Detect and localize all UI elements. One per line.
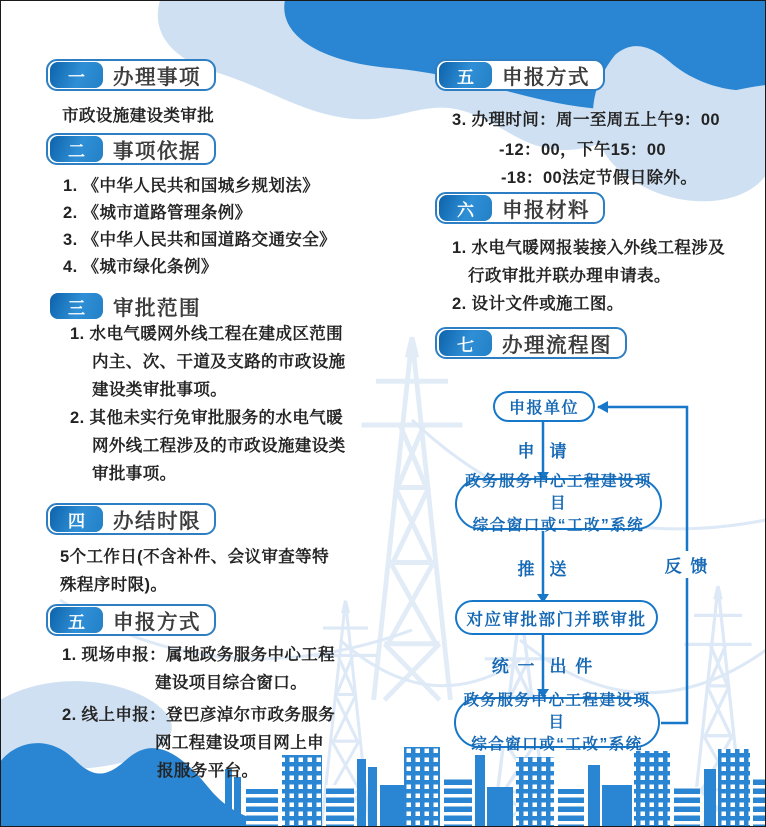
flow-label-apply-right: 请 — [549, 442, 569, 461]
s4-line: 5个工作日(不含补件、会议审查等特 — [60, 548, 329, 566]
section-title: 申报方式 — [113, 611, 201, 634]
flow-node-service-center-2 — [454, 691, 660, 753]
flow-label-issue — [492, 652, 594, 677]
s6-item-line: 1. 水电气暖网报装接入外线工程涉及 — [452, 239, 726, 257]
s3-item-line: 审批事项。 — [92, 465, 177, 483]
s2-item: 3. 《中华人民共和国道路交通安全》 — [63, 231, 337, 249]
s3-item-line: 内主、次、干道及支路的市政设施 — [92, 353, 346, 371]
s1-body: 市政设施建设类审批 — [62, 107, 215, 125]
section-number-badge: 六 — [439, 195, 492, 221]
flow-node-approval-dept: 对应审批部门并联审批 — [455, 600, 658, 635]
s6-item-line: 行政审批并联办理申请表。 — [468, 267, 671, 285]
s5r-item-line: -12：00，下午15：00 — [499, 141, 667, 159]
flow-label-apply-left: 申 — [517, 442, 537, 461]
s3-item-line: 网外线工程涉及的市政设施建设类 — [92, 437, 346, 455]
section-title: 办结时限 — [113, 510, 201, 533]
section-title: 办理流程图 — [502, 334, 612, 357]
section-number-badge: 五 — [50, 607, 103, 633]
section-header-1 — [46, 59, 216, 91]
section-title: 申报方式 — [502, 66, 590, 89]
section-header-5-right — [435, 59, 605, 91]
flow-node-applicant: 申报单位 — [493, 391, 595, 422]
s2-item: 2. 《城市道路管理条例》 — [63, 204, 252, 222]
s5-item-line: 报服务平台。 — [157, 762, 259, 780]
s5-item-line: 建设项目综合窗口。 — [155, 674, 308, 692]
section-number-badge: 二 — [50, 136, 103, 162]
flow-label-push — [518, 555, 569, 580]
s2-item: 4. 《城市绿化条例》 — [63, 258, 218, 276]
section-header-6 — [435, 192, 605, 224]
s2-item: 1. 《中华人民共和国城乡规划法》 — [63, 177, 320, 195]
flow-label-push-right: 送 — [549, 560, 569, 579]
flow-label-issue-right: 出 件 — [549, 657, 595, 676]
flow-node-line: 政务服务中心工程建设项目 — [464, 473, 652, 512]
flow-label-apply — [518, 437, 569, 462]
s3-item-line: 2. 其他未实行免审批服务的水电气暖 — [70, 409, 344, 427]
section-title: 办理事项 — [113, 66, 201, 89]
section-number-badge: 四 — [50, 506, 103, 532]
flow-node-line: 综合窗口或“工改”系统 — [471, 735, 643, 753]
s5-item-line: 2. 线上申报：登巴彦淖尔市政务服务 — [62, 706, 336, 724]
section-number-badge: 七 — [439, 330, 492, 356]
section-title: 申报材料 — [502, 199, 590, 222]
section-header-5-left — [46, 604, 216, 636]
s5r-item-line: -18：00法定节假日除外。 — [501, 169, 698, 187]
section-number-badge: 五 — [439, 62, 492, 88]
section-number-badge: 三 — [50, 293, 103, 319]
section-header-3 — [46, 290, 216, 322]
flow-label-feedback — [661, 551, 714, 578]
city-skyline — [225, 747, 766, 827]
s6-item-line: 2. 设计文件或施工图。 — [452, 295, 624, 313]
section-title: 审批范围 — [113, 297, 201, 320]
s5-item-line: 网工程建设项目网上申 — [155, 734, 324, 752]
s3-item-line: 1. 水电气暖网外线工程在建成区范围 — [70, 325, 344, 343]
s4-line: 殊程序时限)。 — [60, 576, 168, 594]
section-header-4 — [46, 503, 216, 535]
section-number-badge: 一 — [50, 62, 103, 88]
s5r-item-line: 3. 办理时间：周一至周五上午9：00 — [452, 111, 720, 129]
section-header-2 — [46, 133, 216, 165]
flow-node-line: 综合窗口或“工改”系统 — [472, 517, 645, 534]
flow-node-line: 政务服务中心工程建设项目 — [463, 691, 651, 731]
s3-item-line: 建设类审批事项。 — [92, 381, 228, 399]
flow-label-feedback-text: 反 馈 — [664, 557, 710, 576]
flow-node-service-center — [455, 473, 662, 534]
s5-item-line: 1. 现场申报：属地政务服务中心工程 — [62, 646, 336, 664]
section-header-7 — [435, 327, 627, 359]
flow-label-issue-left: 统 一 — [491, 657, 537, 676]
section-title: 事项依据 — [113, 140, 201, 163]
flow-label-push-left: 推 — [517, 560, 537, 579]
